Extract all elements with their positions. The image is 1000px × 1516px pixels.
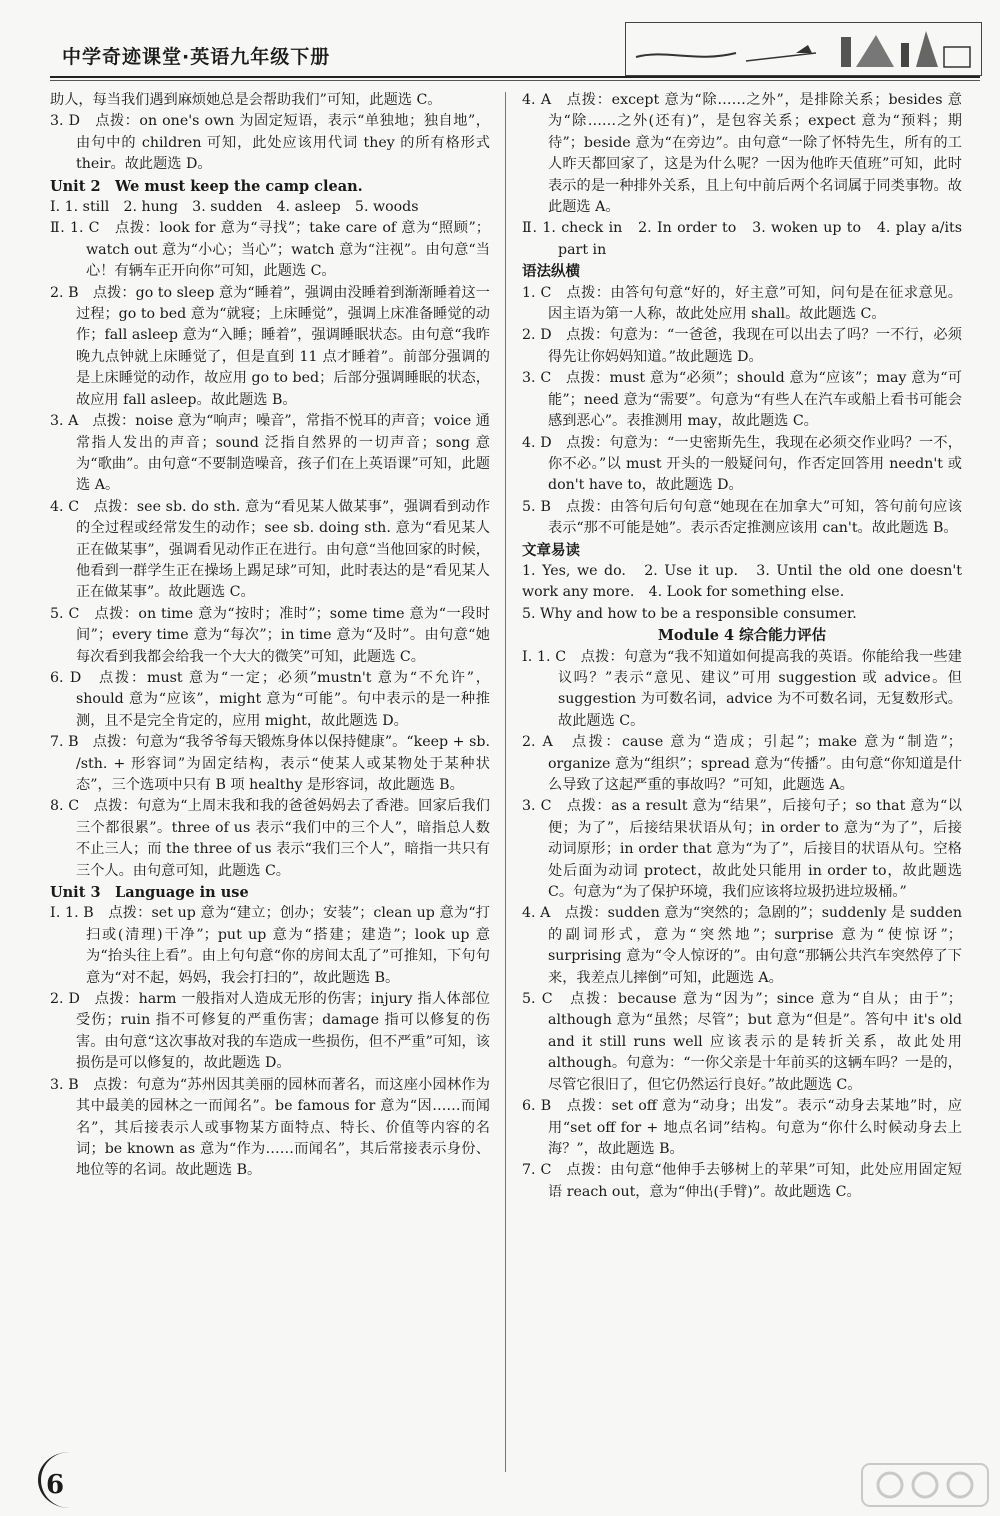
answer-item: 5. Why and how to be a responsible consumer.	[522, 605, 857, 622]
header-title: 中学奇迹课堂·英语九年级下册	[62, 46, 331, 68]
header-rule-thin	[50, 80, 980, 81]
answer-item: 3. A 点拨：noise 意为“响声；噪音”，常指不悦耳的声音；voice 通常指人发出的声音；sound 泛指自然界的一切声音；song 意为“歌曲”。由句意“不要制造噪音，孩子们在上英语课”可知，此题选 A。	[50, 413, 490, 494]
answer-item: 5. C 点拨：on time 意为“按时；准时”；some time 意为“一段时间”；every time 意为“每次”；in time 意为“及时”。由句意“她每次看到我都会给我一个大大的微笑”可知，此题选 C。	[50, 605, 490, 665]
answer-item: 4. A 点拨：sudden 意为“突然的；急剧的”；suddenly 是 sudden 的副词形式，意为“突然地”；surprise 意为“使惊讶”；surprising 意为“令人惊讶的”。由句意“那辆公共汽车突然停了下来，我差点儿摔倒”可知，此题选 A。	[522, 905, 962, 986]
answer-item: 4. A 点拨：except 意为“除……之外”，是排除关系；besides 意为“除……之外(还有)”，是包容关系；expect 意为“预料；期待”；beside 意为“在旁边”。由句意“一除了怀特先生，所有的工人昨天都回家了，这是为什么呢？一因为他昨天值班”可知，此时表示的是一种排外关系，且上句中前后两个名词属于同类事物。故此题选 A。	[522, 92, 962, 216]
answer-item: 2. D 点拨：harm 一般指对人造成无形的伤害；injury 指人体部位受伤；ruin 指不可修复的严重伤害；damage 指可以修复的伤害。由句意“这次事故对我的车造成一些损伤，但不严重”可知，该损伤是可以修复的，故此题选 D。	[50, 991, 490, 1072]
answer-item: Ⅰ. 1. C 点拨：句意为“我不知道如何提高我的英语。你能给我一些建议吗？”表示“意见、建议”可用 suggestion 或 advice。但 suggestion 为可数名词，advice 为不可数名词，无复数形式。故此题选 C。	[522, 648, 962, 729]
answer-item: Ⅱ. 1. C 点拨：look for 意为“寻找”；take care of 意为“照顾”；watch out 意为“小心；当心”；watch 意为“注视”。由句意“当心！有辆车正开向你”可知，此题选 C。	[50, 220, 490, 280]
right-column	[522, 90, 962, 1203]
section-heading: Unit 3 Language in use	[50, 884, 249, 902]
answer-item: 3. B 点拨：句意为“苏州因其美丽的园林而著名，而这座小园林作为其中最美的园林之一而闻名”。be famous for 意为“因……而闻名”，其后接表示人或事物某方面特点、特长、价值等内容的名词；be known as 意为“作为……而闻名”，其后常接表示身份、地位等的名词。故此题选 B。	[50, 1076, 490, 1179]
answer-item: 助人，每当我们遇到麻烦她总是会帮助我们”可知，此题选 C。	[50, 92, 442, 108]
answer-item: 7. C 点拨：由句意“他伸手去够树上的苹果”可知，此处应用固定短语 reach out，意为“伸出(手臂)”。故此题选 C。	[522, 1162, 962, 1200]
answer-item: 6. B 点拨：set off 意为“动身；出发”。表示“动身去某地”时，应用“set off for + 地点名词”结构。句意为“你什么时候动身去上海？”，故此题选 B。	[522, 1098, 962, 1157]
answer-item: 4. D 点拨：句意为：“一史密斯先生，我现在必须交作业吗？一不，你不必。”以 must 开头的一般疑问句，作否定回答用 needn't 或 don't have to，故此题选 D。	[522, 434, 962, 494]
answer-item: 8. C 点拨：句意为“上周末我和我的爸爸妈妈去了香港。回家后我们三个都很累”。three of us 表示“我们中的三个人”，暗指总人数不止三人；而 the three of us 表示“我们三个人”，暗指一共只有三个人。由句意可知，此题选 C。	[50, 798, 490, 879]
watermark-logo	[860, 1460, 990, 1510]
answer-item: 5. C 点拨：because 意为“因为”；since 意为“自从；由于”；although 意为“虽然；尽管”；but 意为“但是”。答句中 it's old and it still runs well 应该表示的是转折关系，故此处用 although。句意为：“一你父亲是十年前买的这辆车吗？一是的，尽管它很旧了，但它仍然运行良好。”故此题选 C。	[522, 991, 962, 1093]
answer-item: 4. C 点拨：see sb. do sth. 意为“看见某人做某事”，强调看到动作的全过程或经常发生的动作；see sb. doing sth. 意为“看见某人正在做某事”，强调看见动作正在进行。由句意“当他回家的时候，他看到一群学生正在操场上踢足球”可知，此时表达的是“看见某人正在做某事”。故此题选 C。	[50, 498, 490, 601]
answer-item: 2. D 点拨：句意为：“一爸爸，我现在可以出去了吗？一不行，必须得先让你妈妈知道。”故此题选 D。	[522, 327, 962, 365]
answer-item: 1. Yes, we do. 2. Use it up. 3. Until the old one doesn't work any more. 4. Look for something else.	[522, 562, 962, 601]
answer-item: 2. B 点拨：go to sleep 意为“睡着”，强调由没睡着到渐渐睡着这一过程；go to bed 意为“就寝；上床睡觉”，强调上床准备睡觉的动作；fall asleep 意为“入睡；睡着”，强调睡眠状态。由句意“我昨晚九点钟就上床睡觉了，但是直到 11 点才睡着”。前部分强调的是上床睡觉的动作，故应用 go to bed；后部分强调睡眠的状态，故应用 fall asleep。故此题选 B。	[50, 284, 490, 408]
section-heading: 语法纵横	[522, 263, 580, 281]
answer-item: 3. D 点拨：on one's own 为固定短语，表示“单独地；独自地”，由句中的 children 可知，此处应该用代词 they 的所有格形式 their。故此题选 D。	[50, 113, 490, 173]
section-heading: Unit 2 We must keep the camp clean.	[50, 177, 363, 195]
header-rule	[50, 76, 980, 78]
header-illustration	[625, 22, 982, 76]
page-number: 6	[46, 1470, 65, 1500]
answer-item: 5. B 点拨：由答句后句句意“她现在在加拿大”可知，答句前句应该表示“那不可能是她”。表示否定推测应该用 can't。故此题选 B。	[522, 498, 962, 537]
section-heading: 文章易读	[522, 541, 580, 559]
section-heading: Module 4 综合能力评估	[657, 627, 827, 645]
answer-item: 3. C 点拨：must 意为“必须”；should 意为“应该”；may 意为“可能”；need 意为“需要”。句意为“有些人在汽车或船上看书可能会感到恶心”。表推测用 may，故此题选 C。	[522, 370, 962, 430]
answer-item: 3. C 点拨：as a result 意为“结果”，后接句子；so that 意为“以便；为了”，后接结果状语从句；in order to 意为“为了”，后接动词原形；in order that 意为“为了”，后接目的状语从句。空格处后面为动词 protect，故此处只能用 in order to，故此题选 C。句意为“为了保护环境，我们应该将垃圾扔进垃圾桶。”	[522, 798, 962, 901]
page-header	[0, 0, 1000, 92]
answer-item: 2. A 点拨：cause 意为“造成；引起”；make 意为“制造”；organize 意为“组织”；spread 意为“传播”。由句意“你知道是什么导致了这起严重的事故吗？”可知，此题选 A。	[522, 734, 962, 793]
answer-item: Ⅱ. 1. check in 2. In order to 3. woken up to 4. play a/its part in	[522, 220, 962, 258]
answer-item: Ⅰ. 1. still 2. hung 3. sudden 4. asleep 5. woods	[50, 199, 419, 216]
answer-item: 7. B 点拨：句意为“我爷爷每天锻炼身体以保持健康”。“keep + sb. /sth. + 形容词”为固定结构，表示“使某人或某物处于某种状态”，三个选项中只有 B 项 healthy 是形容词，故此题选 B。	[50, 734, 490, 793]
answer-item: 6. D 点拨：must 意为“一定；必须”mustn't 意为“不允许”，should 意为“应该”，might 意为“可能”。句中表示的是一种推测，且不是完全肯定的，应用 might，故此题选 D。	[50, 669, 490, 729]
left-column	[50, 90, 490, 1182]
column-divider	[505, 92, 506, 1472]
answer-item: 1. C 点拨：由答句句意“好的，好主意”可知，问句是在征求意见。因主语为第一人称，故此处应用 shall。故此题选 C。	[522, 284, 962, 323]
answer-item: Ⅰ. 1. B 点拨：set up 意为“建立；创办；安装”；clean up 意为“打扫或(清理)干净”；put up 意为“搭建；建造”；look up 意为“抬头往上看”。由上句句意“你的房间太乱了”可推知，下句句意为“对不起，妈妈，我会打扫的”，故此题选 B。	[50, 905, 490, 986]
